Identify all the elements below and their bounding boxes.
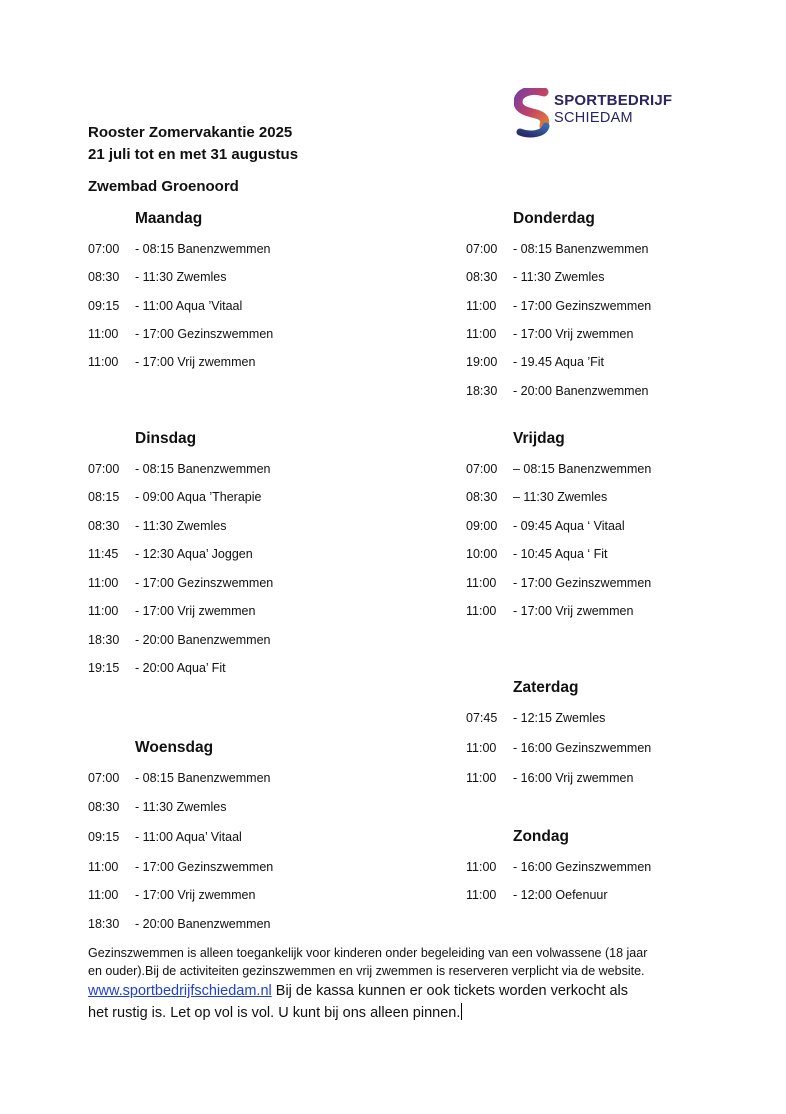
day-heading-zaterdag: Zaterdag bbox=[513, 679, 579, 696]
row-start-time: 09:15 bbox=[88, 299, 120, 313]
day-heading-maandag: Maandag bbox=[135, 210, 203, 227]
row-end-activity: - 11:30 Zwemles bbox=[135, 800, 227, 814]
row-start-time: 08:30 bbox=[88, 519, 120, 533]
row-end-activity: - 17:00 Vrij zwemmen bbox=[135, 888, 256, 902]
row-end-activity: – 08:15 Banenzwemmen bbox=[513, 462, 652, 476]
row-end-activity: - 10:45 Aqua ‘ Fit bbox=[513, 547, 608, 561]
row-start-time: 11:00 bbox=[88, 327, 119, 341]
row-end-activity: - 17:00 Gezinszwemmen bbox=[135, 327, 274, 341]
row-end-activity: - 16:00 Gezinszwemmen bbox=[513, 860, 652, 874]
footer-notice-line4 bbox=[88, 1002, 698, 1024]
row-start-time: 07:45 bbox=[466, 711, 498, 725]
row-start-time: 07:00 bbox=[88, 771, 120, 785]
row-start-time: 07:00 bbox=[466, 242, 498, 256]
row-start-time: 08:15 bbox=[88, 490, 120, 504]
footer-after-link: Bij de kassa kunnen er ook tickets worden verkocht als bbox=[271, 983, 628, 999]
row-start-time: 11:00 bbox=[88, 576, 119, 590]
row-end-activity: - 08:15 Banenzwemmen bbox=[135, 462, 271, 476]
row-start-time: 11:00 bbox=[466, 576, 497, 590]
row-start-time: 11:00 bbox=[466, 860, 497, 874]
row-end-activity: - 11:30 Zwemles bbox=[135, 270, 227, 284]
row-end-activity: - 09:00 Aqua ’Therapie bbox=[135, 490, 262, 504]
row-start-time: 09:15 bbox=[88, 830, 120, 844]
sportbedrijf-logo bbox=[512, 86, 692, 138]
row-start-time: 19:15 bbox=[88, 661, 120, 675]
row-start-time: 11:00 bbox=[88, 860, 119, 874]
row-start-time: 11:00 bbox=[88, 355, 119, 369]
row-start-time: 11:00 bbox=[466, 604, 497, 618]
row-start-time: 11:00 bbox=[466, 741, 497, 755]
row-end-activity: - 17:00 Gezinszwemmen bbox=[135, 576, 274, 590]
row-end-activity: - 11:00 Aqua ’Vitaal bbox=[135, 299, 243, 313]
logo-line1: SPORTBEDRIJF bbox=[554, 92, 673, 109]
row-end-activity: - 11:30 Zwemles bbox=[513, 270, 605, 284]
row-end-activity: - 17:00 Vrij zwemmen bbox=[135, 355, 256, 369]
row-end-activity: - 16:00 Vrij zwemmen bbox=[513, 771, 634, 785]
row-start-time: 07:00 bbox=[88, 462, 120, 476]
location-heading: Zwembad Groenoord bbox=[88, 178, 239, 195]
row-end-activity: - 12:30 Aqua’ Joggen bbox=[135, 547, 253, 561]
footer-line4-text: het rustig is. Let op vol is vol. U kunt bij ons alleen pinnen. bbox=[88, 1005, 461, 1021]
row-end-activity: - 08:15 Banenzwemmen bbox=[513, 242, 649, 256]
row-end-activity: - 19.45 Aqua ’Fit bbox=[513, 355, 605, 369]
row-end-activity: - 11:00 Aqua’ Vitaal bbox=[135, 830, 242, 844]
row-end-activity: - 17:00 Vrij zwemmen bbox=[513, 327, 634, 341]
row-start-time: 18:30 bbox=[466, 384, 498, 398]
row-end-activity: - 20:00 Banenzwemmen bbox=[135, 633, 271, 647]
footer-notice-line1: Gezinszwemmen is alleen toegankelijk voor kinderen onder begeleiding van een volwassene (18 jaar bbox=[88, 946, 648, 960]
text-cursor bbox=[461, 1003, 462, 1020]
row-start-time: 11:00 bbox=[88, 604, 119, 618]
row-end-activity: - 17:00 Gezinszwemmen bbox=[513, 576, 652, 590]
row-start-time: 09:00 bbox=[466, 519, 498, 533]
row-start-time: 08:30 bbox=[88, 270, 120, 284]
day-heading-donderdag: Donderdag bbox=[513, 210, 595, 227]
day-heading-vrijdag: Vrijdag bbox=[513, 430, 565, 447]
row-end-activity: - 09:45 Aqua ‘ Vitaal bbox=[513, 519, 625, 533]
row-end-activity: - 20:00 Banenzwemmen bbox=[513, 384, 649, 398]
row-end-activity: - 17:00 Vrij zwemmen bbox=[513, 604, 634, 618]
row-end-activity: - 08:15 Banenzwemmen bbox=[135, 771, 271, 785]
row-end-activity: - 17:00 Gezinszwemmen bbox=[135, 860, 274, 874]
row-start-time: 11:45 bbox=[88, 547, 119, 561]
website-link[interactable]: www.sportbedrijfschiedam.nl bbox=[88, 983, 272, 999]
day-heading-dinsdag: Dinsdag bbox=[135, 430, 197, 447]
row-start-time: 07:00 bbox=[88, 242, 120, 256]
row-start-time: 07:00 bbox=[466, 462, 498, 476]
row-end-activity: – 11:30 Zwemles bbox=[513, 490, 608, 504]
title-line1: Rooster Zomervakantie 2025 bbox=[88, 124, 293, 141]
row-end-activity: - 12:15 Zwemles bbox=[513, 711, 606, 725]
row-start-time: 08:30 bbox=[466, 270, 498, 284]
row-start-time: 11:00 bbox=[88, 888, 119, 902]
row-start-time: 18:30 bbox=[88, 917, 120, 931]
row-start-time: 11:00 bbox=[466, 771, 497, 785]
row-end-activity: - 20:00 Banenzwemmen bbox=[135, 917, 271, 931]
row-end-activity: - 11:30 Zwemles bbox=[135, 519, 227, 533]
row-start-time: 11:00 bbox=[466, 299, 497, 313]
row-end-activity: - 12:00 Oefenuur bbox=[513, 888, 608, 902]
row-start-time: 19:00 bbox=[466, 355, 498, 369]
row-end-activity: - 17:00 Vrij zwemmen bbox=[135, 604, 256, 618]
row-end-activity: - 17:00 Gezinszwemmen bbox=[513, 299, 652, 313]
title-line2: 21 juli tot en met 31 augustus bbox=[88, 146, 299, 163]
row-end-activity: - 20:00 Aqua’ Fit bbox=[135, 661, 226, 675]
logo-s-mark-icon bbox=[514, 88, 552, 138]
footer-notice-line2: en ouder).Bij de activiteiten gezinszwemmen en vrij zwemmen is reserveren verplicht via de website. bbox=[88, 964, 645, 978]
day-heading-zondag: Zondag bbox=[513, 828, 569, 845]
row-end-activity: - 16:00 Gezinszwemmen bbox=[513, 741, 652, 755]
logo-line2: SCHIEDAM bbox=[554, 110, 633, 126]
row-end-activity: - 08:15 Banenzwemmen bbox=[135, 242, 271, 256]
row-start-time: 11:00 bbox=[466, 327, 497, 341]
day-heading-woensdag: Woensdag bbox=[135, 739, 214, 756]
row-start-time: 08:30 bbox=[88, 800, 120, 814]
row-start-time: 08:30 bbox=[466, 490, 498, 504]
row-start-time: 10:00 bbox=[466, 547, 498, 561]
row-start-time: 11:00 bbox=[466, 888, 497, 902]
footer-link-line bbox=[88, 980, 698, 1002]
row-start-time: 18:30 bbox=[88, 633, 120, 647]
